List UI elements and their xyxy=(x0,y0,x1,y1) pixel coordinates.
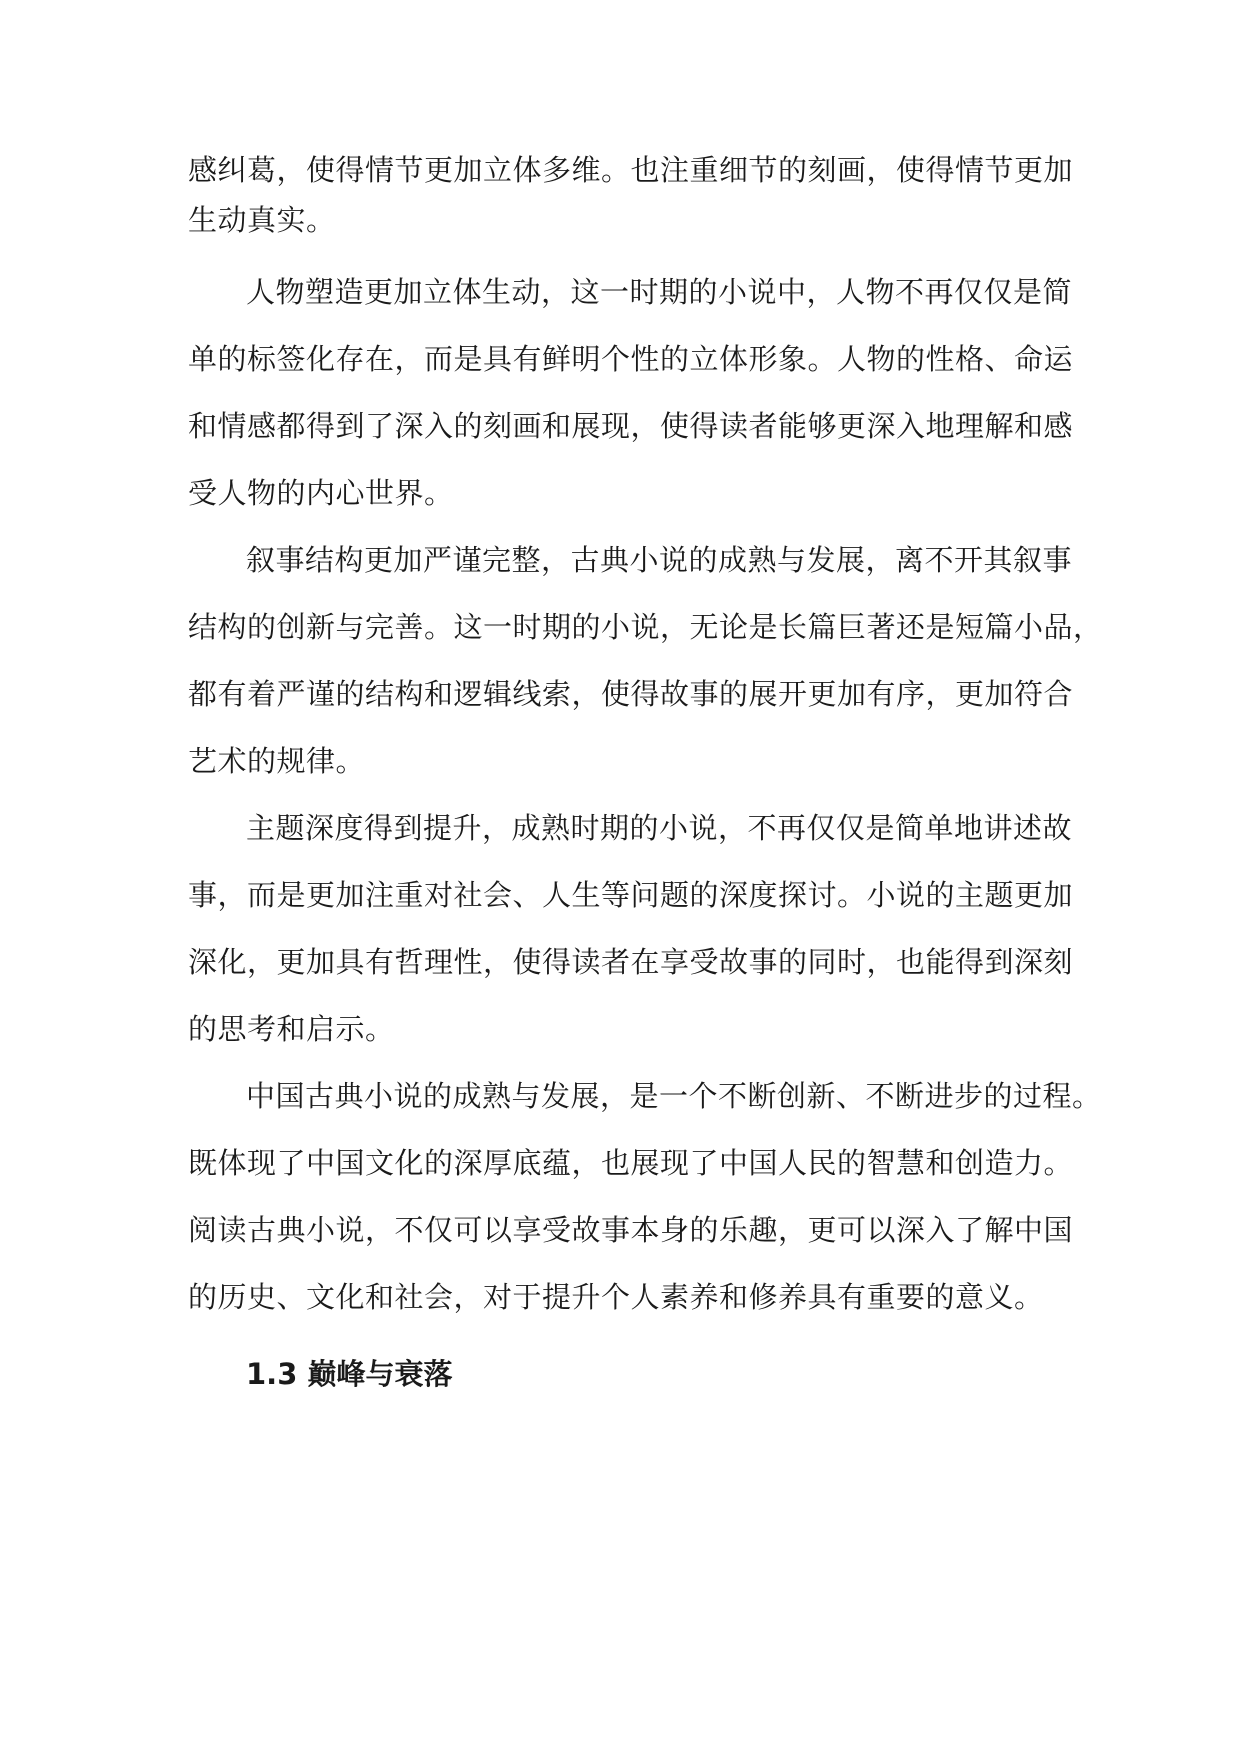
paragraph-line: 和情感都得到了深入的刻画和展现，使得读者能够更深入地理解和感 xyxy=(188,409,1074,443)
paragraph-line: 感纠葛，使得情节更加立体多维。也注重细节的刻画，使得情节更加 xyxy=(188,153,1074,187)
paragraph-line: 事，而是更加注重对社会、人生等问题的深度探讨。小说的主题更加 xyxy=(188,878,1074,912)
paragraph-line: 阅读古典小说，不仅可以享受故事本身的乐趣，更可以深入了解中国 xyxy=(188,1213,1074,1247)
paragraph-line: 深化，更加具有哲理性，使得读者在享受故事的同时，也能得到深刻 xyxy=(188,945,1074,979)
section-heading: 1.3 巅峰与衰落 xyxy=(246,1357,453,1391)
paragraph-line: 中国古典小说的成熟与发展，是一个不断创新、不断进步的过程。 xyxy=(246,1079,1102,1113)
paragraph-line: 结构的创新与完善。这一时期的小说，无论是长篇巨著还是短篇小品， xyxy=(188,610,1103,644)
paragraph-line: 既体现了中国文化的深厚底蕴，也展现了中国人民的智慧和创造力。 xyxy=(188,1146,1074,1180)
paragraph-line: 生动真实。 xyxy=(188,203,336,237)
paragraph-line: 的思考和启示。 xyxy=(188,1012,395,1046)
paragraph-line: 艺术的规律。 xyxy=(188,744,366,778)
paragraph-line: 叙事结构更加严谨完整，古典小说的成熟与发展，离不开其叙事 xyxy=(246,543,1073,577)
paragraph-line: 受人物的内心世界。 xyxy=(188,476,454,510)
paragraph-line: 人物塑造更加立体生动，这一时期的小说中，人物不再仅仅是简 xyxy=(246,275,1073,309)
paragraph-line: 主题深度得到提升，成熟时期的小说，不再仅仅是简单地讲述故 xyxy=(246,811,1073,845)
paragraph-line: 单的标签化存在，而是具有鲜明个性的立体形象。人物的性格、命运 xyxy=(188,342,1074,376)
paragraph-line: 都有着严谨的结构和逻辑线索，使得故事的展开更加有序，更加符合 xyxy=(188,677,1074,711)
paragraph-line: 的历史、文化和社会，对于提升个人素养和修养具有重要的意义。 xyxy=(188,1280,1044,1314)
